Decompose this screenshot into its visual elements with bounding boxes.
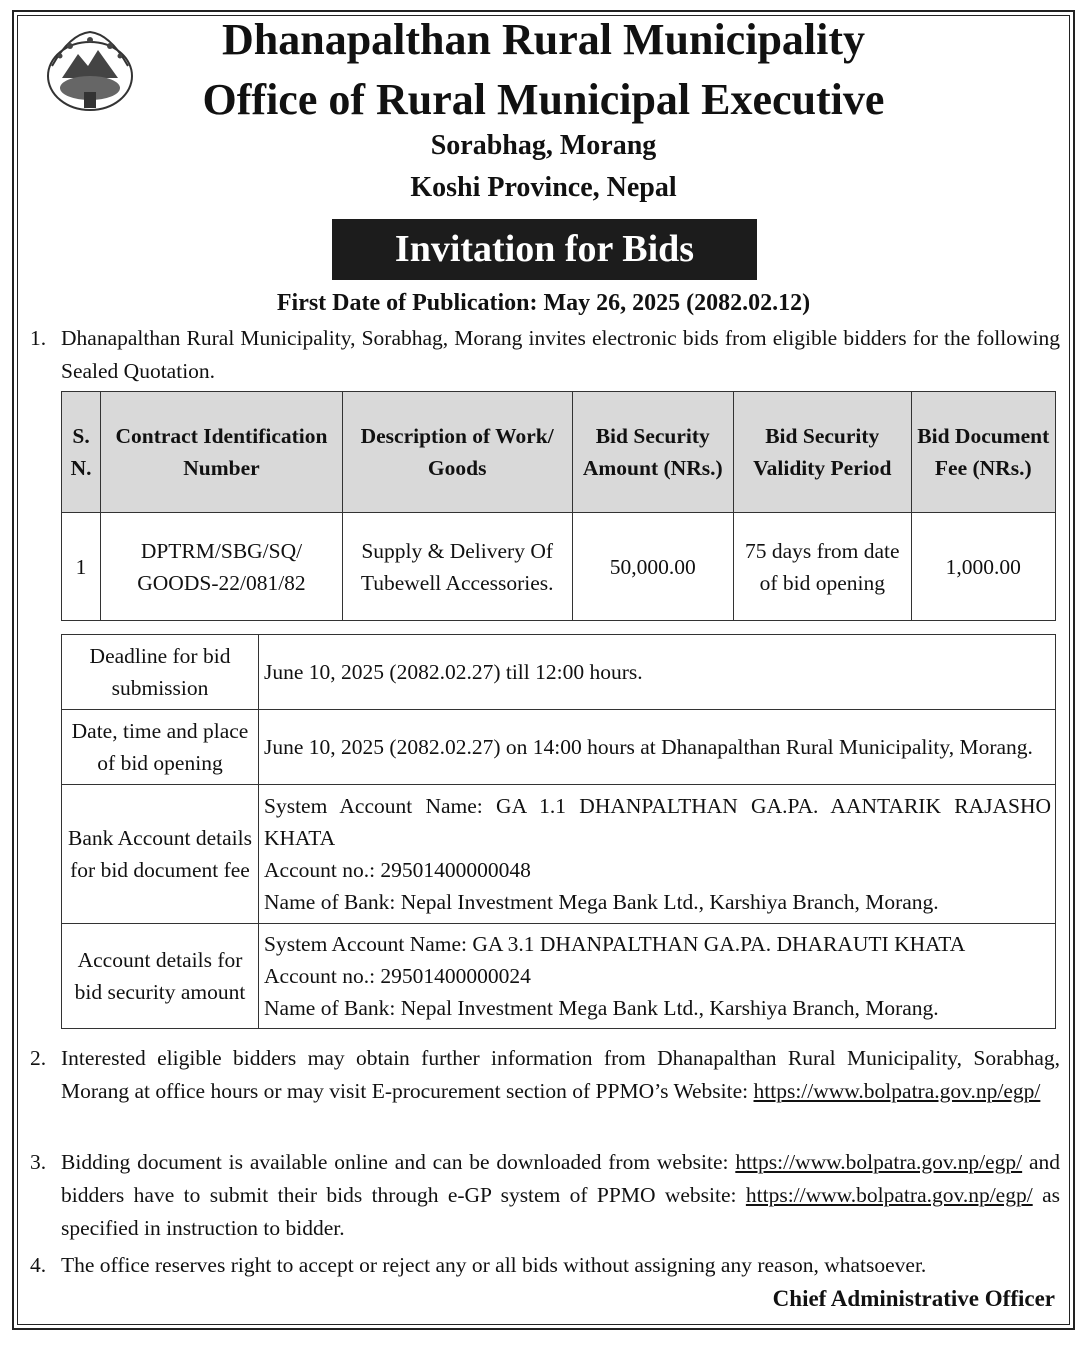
cell-document-fee: 1,000.00	[911, 513, 1055, 621]
security-account-number: Account no.: 29501400000024	[264, 964, 531, 988]
publication-date: First Date of Publication: May 26, 2025 (2082.02.12)	[276, 290, 811, 316]
bank-account-number: Account no.: 29501400000048	[264, 858, 531, 882]
cell-sn: 1	[62, 513, 101, 621]
header-document-fee: Bid Document Fee (NRs.)	[911, 392, 1055, 513]
paragraph-text	[61, 1042, 1060, 1108]
paragraph-number: 3.	[30, 1150, 47, 1174]
info-row-opening	[62, 710, 1056, 785]
header-sn: S. N.	[62, 392, 101, 513]
bank-account-name: System Account Name: GA 1.1 DHANPALTHAN GA.PA. AANTARIK RAJASHO KHATA	[264, 794, 1051, 850]
cell-description: Supply & Delivery Of Tubewell Accessories.	[342, 513, 572, 621]
header-security-amount: Bid Security Amount (NRs.)	[572, 392, 733, 513]
province-line: Koshi Province, Nepal	[410, 172, 677, 203]
paragraph-4	[30, 1249, 1060, 1282]
paragraph-body-b: and bidders have to submit their bids through e-GP system of PPMO website:	[61, 1150, 1060, 1207]
paragraph-number: 4.	[30, 1253, 47, 1277]
bid-info-table	[61, 634, 1056, 1029]
deadline-value: June 10, 2025 (2082.02.27) till 12:00 hours.	[259, 635, 1056, 710]
bid-table	[61, 391, 1056, 621]
paragraph-number: 2.	[30, 1046, 47, 1070]
paragraph-2	[30, 1042, 1060, 1108]
signature-title: Chief Administrative Officer	[772, 1286, 1055, 1311]
location-line: Sorabhag, Morang	[430, 130, 657, 161]
bank-account-label: Bank Account details for bid document fee	[62, 785, 259, 924]
info-row-security-account	[62, 924, 1056, 1029]
bolpatra-link[interactable]: https://www.bolpatra.gov.np/egp/	[753, 1079, 1041, 1103]
security-account-name: System Account Name: GA 3.1 DHANPALTHAN GA.PA. DHARAUTI KHATA	[264, 932, 966, 956]
bank-account-value	[259, 785, 1056, 924]
bolpatra-link-download[interactable]: https://www.bolpatra.gov.np/egp/	[735, 1150, 1023, 1174]
header-validity: Bid Security Validity Period	[734, 392, 912, 513]
header-contract-id: Contract Identification Number	[101, 392, 343, 513]
security-bank-name: Name of Bank: Nepal Investment Mega Bank Ltd., Karshiya Branch, Morang.	[264, 996, 939, 1020]
opening-label: Date, time and place of bid opening	[62, 710, 259, 785]
paragraph-body-c: as specified in instruction to bidder.	[61, 1183, 1060, 1240]
security-account-value	[259, 924, 1056, 1029]
bank-name: Name of Bank: Nepal Investment Mega Bank Ltd., Karshiya Branch, Morang.	[264, 890, 939, 914]
info-row-bank-account	[62, 785, 1056, 924]
municipality-name: Dhanapalthan Rural Municipality	[221, 15, 866, 64]
cell-contract-id: DPTRM/SBG/SQ/ GOODS-22/081/82	[101, 513, 343, 621]
paragraph-text: The office reserves right to accept or reject any or all bids without assigning any reason, whatsoever.	[61, 1253, 927, 1277]
paragraph-body: Interested eligible bidders may obtain further information from Dhanapalthan Rural Municipality, Sorabhag, Morang at office hours or may visit E-procurement section of PPMO’s Website:	[61, 1046, 1060, 1103]
paragraph-1	[30, 322, 1060, 388]
table-row	[62, 513, 1056, 621]
cell-validity: 75 days from date of bid opening	[734, 513, 912, 621]
security-account-label: Account details for bid security amount	[62, 924, 259, 1029]
notice-title-banner: Invitation for Bids	[332, 219, 757, 280]
opening-value: June 10, 2025 (2082.02.27) on 14:00 hours at Dhanapalthan Rural Municipality, Morang.	[259, 710, 1056, 785]
paragraph-text: Dhanapalthan Rural Municipality, Sorabhag, Morang invites electronic bids from eligible bidders for the following Sealed Quotation.	[61, 326, 1060, 383]
paragraph-3	[30, 1146, 1060, 1245]
table-header-row	[62, 392, 1056, 513]
paragraph-body-a: Bidding document is available online and can be downloaded from website:	[61, 1150, 736, 1174]
info-row-deadline	[62, 635, 1056, 710]
deadline-label: Deadline for bid submission	[62, 635, 259, 710]
header-description: Description of Work/ Goods	[342, 392, 572, 513]
paragraph-number: 1.	[30, 326, 47, 350]
cell-security-amount: 50,000.00	[572, 513, 733, 621]
bolpatra-link-submit[interactable]: https://www.bolpatra.gov.np/egp/	[745, 1183, 1033, 1207]
office-name: Office of Rural Municipal Executive	[202, 75, 885, 124]
paragraph-text	[61, 1146, 1060, 1245]
